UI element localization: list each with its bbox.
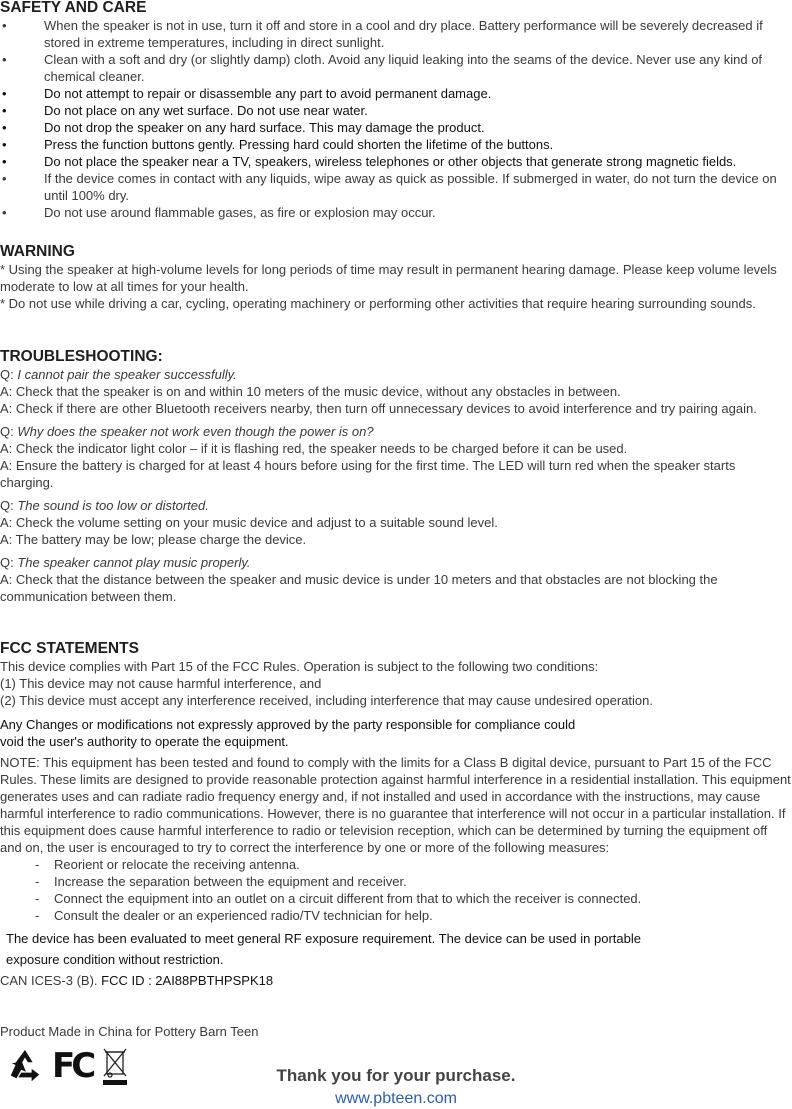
troubleshooting-section xyxy=(0,347,792,605)
safety-item: • Do not place the speaker near a TV, speakers, wireless telephones or other objects that generate strong magnetic fields. xyxy=(2,154,737,169)
faq-answer: A: Check if there are other Bluetooth receivers nearby, then turn off unnecessary devices to avoid interference and try pairing again. xyxy=(0,401,757,416)
fcc-measure: - Reorient or relocate the receiving antenna. xyxy=(35,857,300,872)
bullet-icon: • xyxy=(2,154,7,169)
safety-item: • Clean with a soft and dry (or slightly damp) cloth. Avoid any liquid leaking into the seams of the device. Never use any kind of chemical cleaner. xyxy=(2,52,763,84)
fcc-changes: Any Changes or modifications not expressly approved by the party responsible for compliance could void the user's authority to operate the equipment. xyxy=(0,717,576,749)
fcc-measure: - Increase the separation between the equipment and receiver. xyxy=(35,874,407,889)
faq-group xyxy=(0,497,792,548)
bullet-icon: • xyxy=(2,120,7,135)
fcc-measure: - Consult the dealer or an experienced radio/TV technician for help. xyxy=(35,908,433,923)
safety-item: • Do not drop the speaker on any hard surface. This may damage the product. xyxy=(2,120,485,135)
bullet-icon: • xyxy=(2,137,7,152)
bullet-icon: • xyxy=(2,103,7,118)
safety-item: • Press the function buttons gently. Pressing hard could shorten the lifetime of the buttons. xyxy=(2,137,554,152)
safety-title: SAFETY AND CARE xyxy=(0,0,147,16)
warning-section xyxy=(0,242,792,312)
fcc-logo-icon: FC xyxy=(52,1046,93,1086)
safety-item: • When the speaker is not in use, turn it off and store in a cool and dry place. Battery performance will be severely decreased if stored in extreme temperatures, including in direct sunlight. xyxy=(2,18,763,50)
faq-group xyxy=(0,366,792,417)
faq-answer: A: Check that the speaker is on and within 10 meters of the music device, without any obstacles in between. xyxy=(0,384,621,399)
bullet-icon: • xyxy=(2,52,7,67)
bullet-icon: • xyxy=(2,171,7,186)
thank-you-message: Thank you for your purchase. xyxy=(276,1066,516,1085)
warning-line: * Using the speaker at high-volume levels for long periods of time may result in permanent hearing damage. Please keep volume levels moderate to low at all times for your health. xyxy=(0,262,777,294)
faq-group xyxy=(0,423,792,491)
faq-answer: A: Check the volume setting on your music device and adjust to a suitable sound level. xyxy=(0,515,498,530)
faq-answer: A: Check the indicator light color – if it is flashing red, the speaker needs to be charged before it can be used. xyxy=(0,441,628,456)
fcc-intro-line: (1) This device may not cause harmful interference, and xyxy=(0,676,322,691)
safety-item: • Do not use around flammable gases, as fire or explosion may occur. xyxy=(2,205,436,220)
fcc-intro-line: This device complies with Part 15 of the FCC Rules. Operation is subject to the following two conditions: xyxy=(0,659,599,674)
fcc-section xyxy=(0,639,792,991)
rf-exposure: The device has been evaluated to meet general RF exposure requirement. The device can be used in portable exposure condition without restriction. xyxy=(6,931,641,967)
faq-question: Q: Why does the speaker not work even though the power is on? xyxy=(0,424,374,439)
safety-item: • Do not place on any wet surface. Do not use near water. xyxy=(2,103,368,118)
bullet-icon: • xyxy=(2,205,7,220)
faq-question: Q: I cannot pair the speaker successfully. xyxy=(0,367,237,382)
website-link[interactable]: www.pbteen.com xyxy=(335,1090,457,1107)
fcc-measure: - Connect the equipment into an outlet on a circuit different from that to which the receiver is connected. xyxy=(35,891,642,906)
safety-item: • Do not attempt to repair or disassemble any part to avoid permanent damage. xyxy=(2,86,492,101)
safety-item: • If the device comes in contact with any liquids, wipe away as quick as possible. If submerged in water, do not turn the device on until 100% dry. xyxy=(2,171,777,203)
safety-section xyxy=(0,0,792,221)
faq-answer: A: The battery may be low; please charge the device. xyxy=(0,532,307,547)
bullet-icon: • xyxy=(2,18,7,33)
fcc-id: FCC ID : 2AI88PBTHPSPK18 xyxy=(101,973,274,988)
faq-answer: A: Check that the distance between the speaker and music device is under 10 meters and that obstacles are not blocking the communication between them. xyxy=(0,572,718,604)
fcc-title: FCC STATEMENTS xyxy=(0,640,139,657)
ices-fcc-id: CAN ICES-3 (B). FCC ID : 2AI88PBTHPSPK18 xyxy=(0,973,274,988)
faq-group xyxy=(0,554,792,605)
warning-title: WARNING xyxy=(0,243,75,260)
fcc-intro-line: (2) This device must accept any interference received, including interference that may cause undesired operation. xyxy=(0,693,654,708)
made-in-text: Product Made in China for Pottery Barn Teen xyxy=(0,1024,259,1039)
faq-question: Q: The speaker cannot play music properly. xyxy=(0,555,251,570)
faq-answer: A: Ensure the battery is charged for at least 4 hours before using for the first time. The LED will turn red when the speaker starts charging. xyxy=(0,458,736,490)
troubleshooting-title: TROUBLESHOOTING: xyxy=(0,348,163,365)
faq-question: Q: The sound is too low or distorted. xyxy=(0,498,209,513)
warning-line: * Do not use while driving a car, cycling, operating machinery or performing other activities that require hearing surrounding sounds. xyxy=(0,296,756,311)
bullet-icon: • xyxy=(2,86,7,101)
fcc-note: NOTE: This equipment has been tested and found to comply with the limits for a Class B digital device, pursuant to Part 15 of the FCC Rules. These limits are designed to provide reasonable protection against harmful interference in a residential installation. This equipment generates uses and can radiate radio frequency energy and, if not installed and used in accordance with the instructions, may cause harmful interference to radio communications. However, there is no guarantee that interference will not occur in a particular installation. If this equipment does cause harmful interference to radio or television reception, which can be determined by turning the equipment off and on, the user is encouraged to try to correct the interference by one or more of the following measures: xyxy=(0,755,791,855)
